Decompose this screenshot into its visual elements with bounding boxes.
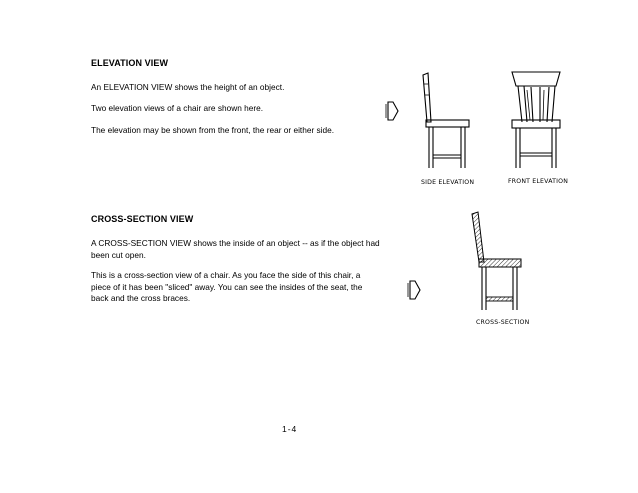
cross-section-chair-drawing — [472, 212, 521, 310]
arrow-pointer-icon — [408, 281, 420, 299]
cross-section-paragraph-2: This is a cross-section view of a chair. As you face the side of this chair, a piece of it has been "sliced" away. You can see the insides of the seat, the back and the cross braces. — [91, 270, 363, 303]
front-elevation-chair-drawing — [512, 72, 560, 168]
cross-section-paragraph-1: A CROSS-SECTION VIEW shows the inside of an object -- as if the object had been cut open. — [91, 238, 380, 260]
cross-section-caption: CROSS-SECTION — [476, 319, 530, 326]
elevation-paragraph-2: Two elevation views of a chair are shown here. — [91, 103, 264, 113]
elevation-paragraph-3: The elevation may be shown from the front, the rear or either side. — [91, 125, 335, 135]
elevation-heading: ELEVATION VIEW — [91, 58, 169, 68]
elevation-paragraph-1: An ELEVATION VIEW shows the height of an object. — [91, 82, 285, 92]
side-elevation-caption: SIDE ELEVATION — [421, 179, 475, 186]
arrow-pointer-icon — [386, 102, 398, 120]
page-number: 1-4 — [282, 424, 298, 434]
side-elevation-chair-drawing — [423, 73, 469, 168]
front-elevation-caption: FRONT ELEVATION — [508, 178, 569, 185]
cross-section-heading: CROSS-SECTION VIEW — [91, 214, 194, 224]
